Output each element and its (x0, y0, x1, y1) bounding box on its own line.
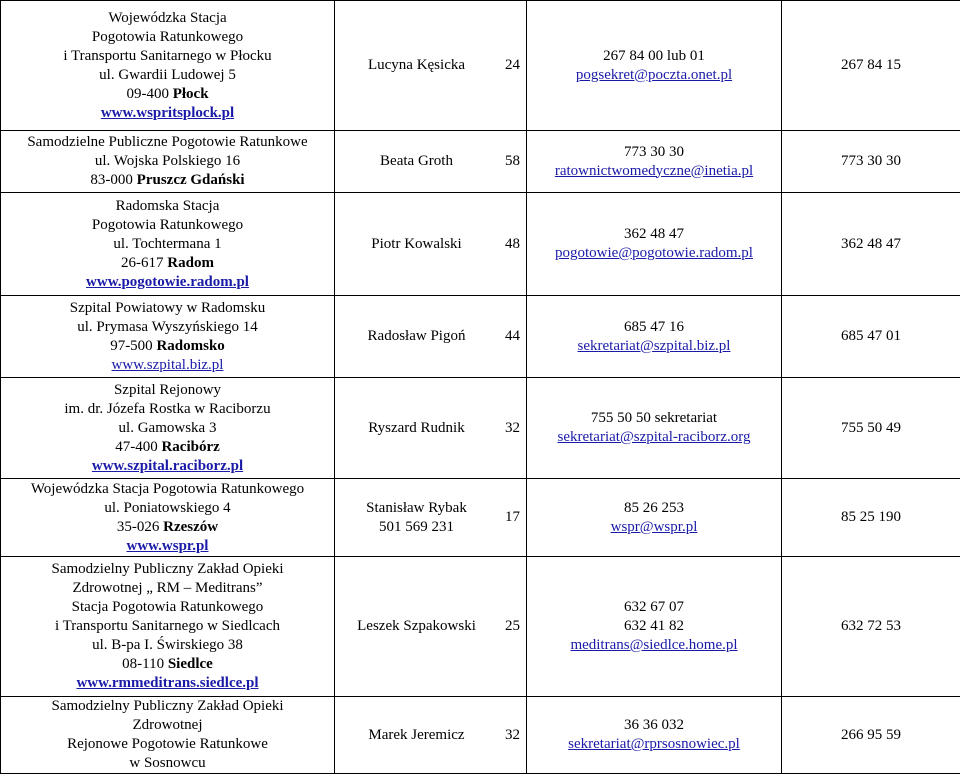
org-line: i Transportu Sanitarnego w Płocku (1, 47, 334, 66)
city-name: Radomsko (156, 338, 224, 354)
contact-person-cell (335, 697, 527, 774)
contact-cell (527, 557, 782, 697)
org-address: ul. Poniatowskiego 4 (1, 499, 334, 518)
org-line: Pogotowia Ratunkowego (1, 28, 334, 47)
org-line: Rejonowe Pogotowie Ratunkowe (1, 735, 334, 754)
fax-cell (782, 479, 960, 557)
city-name: Pruszcz Gdański (137, 172, 245, 188)
count-value: 32 (490, 726, 520, 745)
website-link[interactable]: www.wspritsplock.pl (101, 105, 234, 121)
fax-number: 685 47 01 (841, 328, 901, 344)
website-link[interactable]: www.rmmeditrans.siedlce.pl (76, 675, 258, 691)
fax-number: 632 72 53 (841, 618, 901, 634)
org-line: Pogotowia Ratunkowego (1, 216, 334, 235)
phone-number: 685 47 16 (527, 318, 781, 337)
contact-person-cell (335, 557, 527, 697)
org-line: Wojewódzka Stacja Pogotowia Ratunkowego (1, 480, 334, 499)
city-name: Racibórz (161, 439, 219, 455)
city-name: Rzeszów (163, 519, 218, 535)
contact-cell (527, 697, 782, 774)
org-city-line (1, 337, 334, 356)
org-line: Samodzielny Publiczny Zakład Opieki (1, 697, 334, 716)
city-name: Radom (167, 255, 214, 271)
fax-number: 755 50 49 (841, 420, 901, 436)
person-name: Ryszard Rudnik (343, 419, 490, 438)
phone-number: 773 30 30 (527, 143, 781, 162)
email-link[interactable]: sekretariat@szpital.biz.pl (578, 338, 731, 354)
postal-code: 09-400 (126, 86, 172, 102)
contact-cell (527, 296, 782, 378)
org-city-line (1, 438, 334, 457)
table-row (1, 1, 960, 131)
postal-code: 47-400 (115, 439, 161, 455)
phone-number: 632 41 82 (527, 617, 781, 636)
org-cell (1, 378, 335, 479)
org-line: i Transportu Sanitarnego w Siedlcach (1, 617, 334, 636)
count-value: 44 (490, 327, 520, 346)
org-line: Samodzielne Publiczne Pogotowie Ratunkowe (1, 133, 334, 152)
count-value: 58 (490, 152, 520, 171)
org-line: im. dr. Józefa Rostka w Raciborzu (1, 400, 334, 419)
org-cell (1, 193, 335, 296)
org-line: Radomska Stacja (1, 197, 334, 216)
org-line: Zdrowotnej (1, 716, 334, 735)
org-city-line (1, 655, 334, 674)
contact-cell (527, 131, 782, 193)
org-city-line (1, 85, 334, 104)
contact-person-cell (335, 378, 527, 479)
fax-cell (782, 131, 960, 193)
fax-number: 267 84 15 (841, 57, 901, 73)
person-name: Beata Groth (343, 152, 490, 171)
org-line: Samodzielny Publiczny Zakład Opieki (1, 560, 334, 579)
org-line: Szpital Rejonowy (1, 381, 334, 400)
website-link[interactable]: www.szpital.raciborz.pl (92, 458, 243, 474)
postal-code: 83-000 (90, 172, 136, 188)
website-link[interactable]: www.pogotowie.radom.pl (86, 274, 249, 290)
person-name: Radosław Pigoń (343, 327, 490, 346)
person-name: Leszek Szpakowski (343, 617, 490, 636)
fax-cell (782, 378, 960, 479)
org-city-line (1, 254, 334, 273)
org-line: Stacja Pogotowia Ratunkowego (1, 598, 334, 617)
org-line: w Sosnowcu (1, 754, 334, 773)
count-value: 48 (490, 235, 520, 254)
email-link[interactable]: wspr@wspr.pl (611, 519, 698, 535)
fax-cell (782, 557, 960, 697)
contact-person-cell (335, 193, 527, 296)
contact-cell (527, 479, 782, 557)
table-row (1, 697, 960, 774)
phone-number: 362 48 47 (527, 225, 781, 244)
postal-code: 97-500 (110, 338, 156, 354)
phone-number: 755 50 50 sekretariat (527, 409, 781, 428)
org-cell (1, 557, 335, 697)
org-address: ul. B-pa I. Świrskiego 38 (1, 636, 334, 655)
contact-person-cell (335, 296, 527, 378)
contact-person-cell (335, 131, 527, 193)
table-row (1, 479, 960, 557)
org-address: ul. Gwardii Ludowej 5 (1, 66, 334, 85)
email-link[interactable]: meditrans@siedlce.home.pl (570, 637, 737, 653)
org-city-line (1, 518, 334, 537)
org-cell (1, 1, 335, 131)
city-name: Płock (173, 86, 209, 102)
org-cell (1, 131, 335, 193)
phone-number: 632 67 07 (527, 598, 781, 617)
person-name: Piotr Kowalski (343, 235, 490, 254)
org-line: Zdrowotnej „ RM – Meditrans” (1, 579, 334, 598)
count-value: 24 (490, 56, 520, 75)
person-name: Stanisław Rybak (343, 499, 490, 518)
postal-code: 35-026 (117, 519, 163, 535)
table-row (1, 193, 960, 296)
contact-person-cell (335, 479, 527, 557)
postal-code: 08-110 (122, 656, 168, 672)
org-address: ul. Tochtermana 1 (1, 235, 334, 254)
fax-cell (782, 697, 960, 774)
table-row (1, 296, 960, 378)
org-address: ul. Gamowska 3 (1, 419, 334, 438)
phone-number: 36 36 032 (527, 716, 781, 735)
person-name: Marek Jeremicz (343, 726, 490, 745)
org-address: ul. Wojska Polskiego 16 (1, 152, 334, 171)
org-city-line (1, 171, 334, 190)
fax-number: 362 48 47 (841, 236, 901, 252)
email-link[interactable]: sekretariat@rprsosnowiec.pl (568, 736, 740, 752)
contact-cell (527, 378, 782, 479)
fax-cell (782, 296, 960, 378)
fax-cell (782, 1, 960, 131)
person-name: Lucyna Kęsicka (343, 56, 490, 75)
table-row (1, 131, 960, 193)
org-cell (1, 296, 335, 378)
fax-number: 266 95 59 (841, 727, 901, 743)
table-row (1, 378, 960, 479)
phone-number: 85 26 253 (527, 499, 781, 518)
website-link[interactable]: www.szpital.biz.pl (112, 357, 224, 373)
phone-number: 267 84 00 lub 01 (527, 47, 781, 66)
fax-number: 85 25 190 (841, 509, 901, 525)
org-cell (1, 697, 335, 774)
email-link[interactable]: sekretariat@szpital-raciborz.org (557, 429, 750, 445)
email-link[interactable]: pogsekret@poczta.onet.pl (576, 67, 732, 83)
fax-cell (782, 193, 960, 296)
count-value: 25 (490, 617, 520, 636)
contact-cell (527, 193, 782, 296)
city-name: Siedlce (168, 656, 213, 672)
email-link[interactable]: pogotowie@pogotowie.radom.pl (555, 245, 753, 261)
count-value: 32 (490, 419, 520, 438)
contact-person-cell (335, 1, 527, 131)
fax-number: 773 30 30 (841, 153, 901, 169)
person-phone: 501 569 231 (343, 518, 490, 537)
postal-code: 26-617 (121, 255, 167, 271)
contact-cell (527, 1, 782, 131)
org-address: ul. Prymasa Wyszyńskiego 14 (1, 318, 334, 337)
org-line: Szpital Powiatowy w Radomsku (1, 299, 334, 318)
org-cell (1, 479, 335, 557)
website-link[interactable]: www.wspr.pl (127, 538, 209, 554)
email-link[interactable]: ratownictwomedyczne@inetia.pl (555, 163, 753, 179)
count-value: 17 (490, 508, 520, 527)
table-row (1, 557, 960, 697)
org-line: Wojewódzka Stacja (1, 9, 334, 28)
